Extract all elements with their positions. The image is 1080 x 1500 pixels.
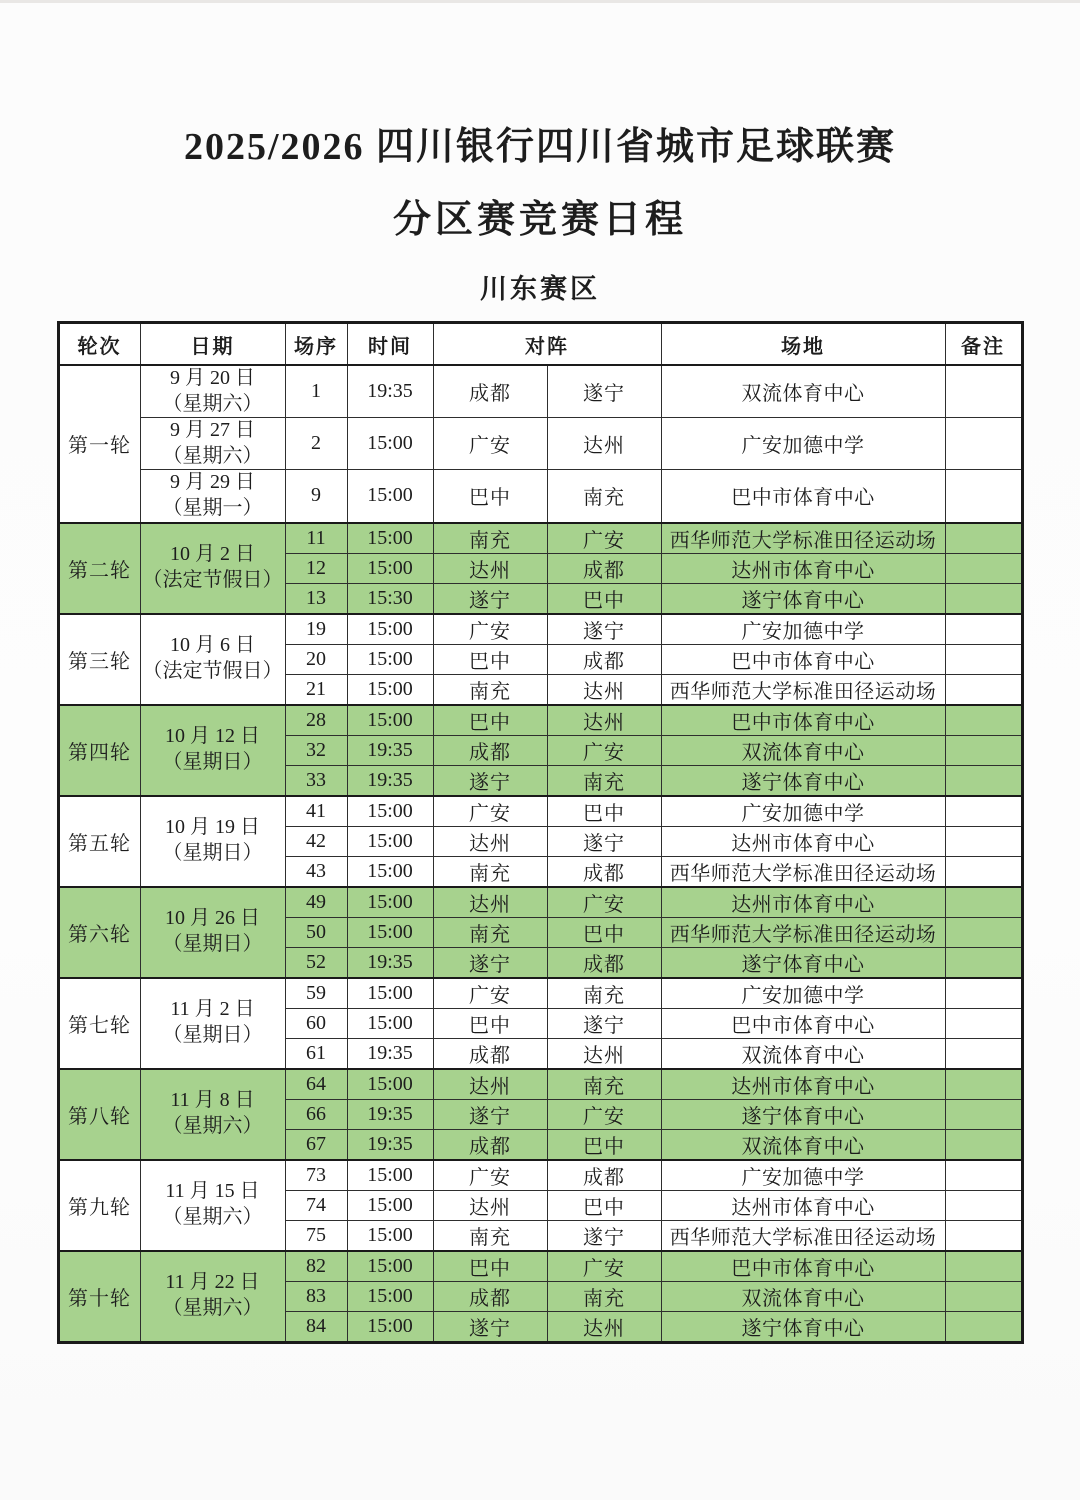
match-no-cell: 32 [285,735,347,765]
away-team-cell: 广安 [547,523,661,554]
match-no-cell: 20 [285,644,347,674]
note-cell [945,1160,1022,1191]
match-no-cell: 67 [285,1129,347,1160]
date-line1: 11 月 8 日 [170,1089,255,1112]
venue-cell: 遂宁体育中心 [661,765,945,796]
away-team-cell: 达州 [547,705,661,736]
home-team-cell: 遂宁 [433,1311,547,1342]
note-cell [945,826,1022,856]
home-team-cell: 南充 [433,1220,547,1251]
note-cell [945,1281,1022,1311]
date-cell [140,1069,285,1160]
time-cell: 15:00 [347,1190,433,1220]
round-cell: 第六轮 [58,887,140,978]
match-no-cell: 84 [285,1311,347,1342]
date-line2: （星期六） [162,1297,263,1320]
time-cell: 15:00 [347,614,433,645]
away-team-cell: 成都 [547,553,661,583]
round-cell: 第三轮 [58,614,140,705]
match-no-cell: 75 [285,1220,347,1251]
match-no-cell: 59 [285,978,347,1009]
home-team-cell: 广安 [433,796,547,827]
note-cell [945,856,1022,887]
time-cell: 15:00 [347,1069,433,1100]
venue-cell: 西华师范大学标准田径运动场 [661,1220,945,1251]
note-cell [945,583,1022,614]
date-line1: 10 月 2 日 [170,543,255,566]
date-line2: （星期日） [162,933,263,956]
date-cell [140,365,285,418]
match-no-cell: 82 [285,1251,347,1282]
home-team-cell: 南充 [433,856,547,887]
venue-cell: 广安加德中学 [661,614,945,645]
away-team-cell: 达州 [547,1038,661,1069]
date-cell [140,523,285,614]
venue-cell: 西华师范大学标准田径运动场 [661,856,945,887]
time-cell: 15:00 [347,856,433,887]
home-team-cell: 成都 [433,365,547,418]
time-cell: 15:30 [347,583,433,614]
col-header-time: 时间 [347,323,433,366]
note-cell [945,365,1022,418]
home-team-cell: 达州 [433,1069,547,1100]
round-cell: 第四轮 [58,705,140,796]
venue-cell: 广安加德中学 [661,796,945,827]
away-team-cell: 广安 [547,1251,661,1282]
time-cell: 15:00 [347,796,433,827]
note-cell [945,1190,1022,1220]
away-team-cell: 成都 [547,856,661,887]
time-cell: 15:00 [347,1220,433,1251]
date-cell [140,470,285,523]
schedule-row [58,470,1022,523]
round-cell: 第九轮 [58,1160,140,1251]
date-line2: （星期日） [162,751,263,774]
region-title: 川东赛区 [480,274,600,304]
schedule-row [58,523,1022,554]
match-no-cell: 49 [285,887,347,918]
note-cell [945,1251,1022,1282]
venue-cell: 广安加德中学 [661,418,945,470]
date-cell [140,887,285,978]
date-line1: 10 月 19 日 [165,816,260,839]
note-cell [945,614,1022,645]
date-line2: （法定节假日） [142,569,283,592]
round-cell: 第十轮 [58,1251,140,1343]
venue-cell: 巴中市体育中心 [661,470,945,523]
note-cell [945,1129,1022,1160]
note-cell [945,1220,1022,1251]
home-team-cell: 达州 [433,1190,547,1220]
away-team-cell: 达州 [547,1311,661,1342]
away-team-cell: 南充 [547,1069,661,1100]
schedule-row [58,1069,1022,1100]
match-no-cell: 33 [285,765,347,796]
venue-cell: 遂宁体育中心 [661,583,945,614]
note-cell [945,796,1022,827]
date-line1: 10 月 12 日 [165,725,260,748]
venue-cell: 巴中市体育中心 [661,705,945,736]
date-line2: （星期日） [162,842,263,865]
date-line2: （星期六） [162,392,263,415]
home-team-cell: 广安 [433,614,547,645]
date-cell [140,705,285,796]
venue-cell: 达州市体育中心 [661,1190,945,1220]
time-cell: 19:35 [347,735,433,765]
home-team-cell: 达州 [433,553,547,583]
home-team-cell: 达州 [433,887,547,918]
home-team-cell: 广安 [433,978,547,1009]
schedule-row [58,1251,1022,1282]
match-no-cell: 1 [285,365,347,418]
match-no-cell: 52 [285,947,347,978]
away-team-cell: 成都 [547,1160,661,1191]
home-team-cell: 巴中 [433,470,547,523]
away-team-cell: 成都 [547,644,661,674]
home-team-cell: 达州 [433,826,547,856]
time-cell: 15:00 [347,887,433,918]
home-team-cell: 广安 [433,1160,547,1191]
note-cell [945,887,1022,918]
venue-cell: 西华师范大学标准田径运动场 [661,523,945,554]
away-team-cell: 遂宁 [547,614,661,645]
venue-cell: 遂宁体育中心 [661,947,945,978]
match-no-cell: 21 [285,674,347,705]
note-cell [945,674,1022,705]
date-line1: 9 月 20 日 [170,367,255,389]
home-team-cell: 遂宁 [433,947,547,978]
home-team-cell: 成都 [433,1038,547,1069]
match-no-cell: 28 [285,705,347,736]
date-cell [140,796,285,887]
schedule-row [58,418,1022,470]
away-team-cell: 遂宁 [547,826,661,856]
away-team-cell: 广安 [547,887,661,918]
date-line2: （星期日） [162,1024,263,1047]
date-line1: 11 月 2 日 [170,998,255,1021]
match-no-cell: 12 [285,553,347,583]
round-cell: 第七轮 [58,978,140,1069]
away-team-cell: 巴中 [547,1129,661,1160]
away-team-cell: 广安 [547,1099,661,1129]
note-cell [945,765,1022,796]
time-cell: 19:35 [347,365,433,418]
venue-cell: 达州市体育中心 [661,1069,945,1100]
match-no-cell: 61 [285,1038,347,1069]
time-cell: 15:00 [347,1311,433,1342]
date-cell [140,1251,285,1343]
match-no-cell: 11 [285,523,347,554]
home-team-cell: 成都 [433,1129,547,1160]
schedule-row [58,365,1022,418]
home-team-cell: 广安 [433,418,547,470]
time-cell: 15:00 [347,418,433,470]
schedule-table [57,321,1024,1344]
col-header-venue: 场地 [661,323,945,366]
venue-cell: 双流体育中心 [661,1129,945,1160]
time-cell: 15:00 [347,1160,433,1191]
note-cell [945,644,1022,674]
home-team-cell: 巴中 [433,705,547,736]
date-line2: （法定节假日） [142,660,283,683]
away-team-cell: 遂宁 [547,1008,661,1038]
away-team-cell: 南充 [547,1281,661,1311]
home-team-cell: 遂宁 [433,1099,547,1129]
match-no-cell: 2 [285,418,347,470]
schedule-row [58,614,1022,645]
schedule-row [58,978,1022,1009]
col-header-match-no: 场序 [285,323,347,366]
note-cell [945,553,1022,583]
date-line1: 11 月 22 日 [165,1271,260,1294]
note-cell [945,947,1022,978]
match-no-cell: 42 [285,826,347,856]
time-cell: 15:00 [347,644,433,674]
time-cell: 19:35 [347,947,433,978]
date-line1: 10 月 26 日 [165,907,260,930]
header-row [58,323,1022,366]
venue-cell: 巴中市体育中心 [661,1251,945,1282]
page-title: 2025/2026 四川银行四川省城市足球联赛 [183,126,897,168]
home-team-cell: 巴中 [433,1008,547,1038]
match-no-cell: 66 [285,1099,347,1129]
home-team-cell: 南充 [433,917,547,947]
home-team-cell: 南充 [433,523,547,554]
away-team-cell: 巴中 [547,917,661,947]
venue-cell: 巴中市体育中心 [661,1008,945,1038]
home-team-cell: 遂宁 [433,765,547,796]
date-line2: （星期一） [162,496,263,519]
round-cell: 第二轮 [58,523,140,614]
time-cell: 15:00 [347,1281,433,1311]
venue-cell: 西华师范大学标准田径运动场 [661,674,945,705]
date-line1: 10 月 6 日 [170,634,255,657]
note-cell [945,418,1022,470]
match-no-cell: 83 [285,1281,347,1311]
note-cell [945,1099,1022,1129]
note-cell [945,523,1022,554]
away-team-cell: 遂宁 [547,365,661,418]
away-team-cell: 南充 [547,470,661,523]
note-cell [945,470,1022,523]
round-cell: 第五轮 [58,796,140,887]
time-cell: 15:00 [347,674,433,705]
date-line1: 11 月 15 日 [165,1180,260,1203]
note-cell [945,705,1022,736]
col-header-date: 日期 [140,323,285,366]
date-line2: （星期六） [162,444,263,467]
date-line2: （星期六） [162,1206,263,1229]
time-cell: 15:00 [347,978,433,1009]
away-team-cell: 巴中 [547,796,661,827]
time-cell: 19:35 [347,1129,433,1160]
away-team-cell: 达州 [547,674,661,705]
home-team-cell: 巴中 [433,644,547,674]
match-no-cell: 50 [285,917,347,947]
match-no-cell: 60 [285,1008,347,1038]
time-cell: 15:00 [347,470,433,523]
schedule-row [58,887,1022,918]
time-cell: 15:00 [347,917,433,947]
venue-cell: 双流体育中心 [661,735,945,765]
time-cell: 19:35 [347,1099,433,1129]
home-team-cell: 成都 [433,1281,547,1311]
venue-cell: 双流体育中心 [661,365,945,418]
date-line1: 9 月 29 日 [170,471,255,494]
away-team-cell: 遂宁 [547,1220,661,1251]
match-no-cell: 41 [285,796,347,827]
schedule-row [58,796,1022,827]
venue-cell: 遂宁体育中心 [661,1099,945,1129]
venue-cell: 双流体育中心 [661,1281,945,1311]
venue-cell: 达州市体育中心 [661,553,945,583]
venue-cell: 广安加德中学 [661,978,945,1009]
away-team-cell: 广安 [547,735,661,765]
time-cell: 19:35 [347,765,433,796]
note-cell [945,1069,1022,1100]
date-line2: （星期六） [162,1115,263,1138]
date-cell [140,978,285,1069]
date-line1: 9 月 27 日 [170,419,255,442]
home-team-cell: 南充 [433,674,547,705]
time-cell: 19:35 [347,1038,433,1069]
match-no-cell: 73 [285,1160,347,1191]
away-team-cell: 南充 [547,765,661,796]
date-cell [140,418,285,470]
match-no-cell: 43 [285,856,347,887]
venue-cell: 广安加德中学 [661,1160,945,1191]
date-cell [140,1160,285,1251]
note-cell [945,1311,1022,1342]
col-header-matchup: 对阵 [433,323,661,366]
venue-cell: 达州市体育中心 [661,826,945,856]
venue-cell: 遂宁体育中心 [661,1311,945,1342]
home-team-cell: 遂宁 [433,583,547,614]
venue-cell: 巴中市体育中心 [661,644,945,674]
time-cell: 15:00 [347,1251,433,1282]
match-no-cell: 19 [285,614,347,645]
time-cell: 15:00 [347,705,433,736]
round-cell: 第一轮 [58,365,140,523]
note-cell [945,917,1022,947]
match-no-cell: 74 [285,1190,347,1220]
away-team-cell: 巴中 [547,1190,661,1220]
away-team-cell: 成都 [547,947,661,978]
col-header-note: 备注 [945,323,1022,366]
note-cell [945,1038,1022,1069]
time-cell: 15:00 [347,523,433,554]
date-cell [140,614,285,705]
venue-cell: 西华师范大学标准田径运动场 [661,917,945,947]
time-cell: 15:00 [347,553,433,583]
col-header-round: 轮次 [58,323,140,366]
schedule-table-body [58,365,1022,1342]
time-cell: 15:00 [347,1008,433,1038]
away-team-cell: 南充 [547,978,661,1009]
note-cell [945,1008,1022,1038]
note-cell [945,978,1022,1009]
match-no-cell: 13 [285,583,347,614]
away-team-cell: 巴中 [547,583,661,614]
venue-cell: 达州市体育中心 [661,887,945,918]
schedule-row [58,1160,1022,1191]
round-cell: 第八轮 [58,1069,140,1160]
match-no-cell: 9 [285,470,347,523]
time-cell: 15:00 [347,826,433,856]
home-team-cell: 成都 [433,735,547,765]
page-subtitle: 分区赛竞赛日程 [392,199,687,241]
match-no-cell: 64 [285,1069,347,1100]
away-team-cell: 达州 [547,418,661,470]
venue-cell: 双流体育中心 [661,1038,945,1069]
home-team-cell: 巴中 [433,1251,547,1282]
note-cell [945,735,1022,765]
schedule-row [58,705,1022,736]
